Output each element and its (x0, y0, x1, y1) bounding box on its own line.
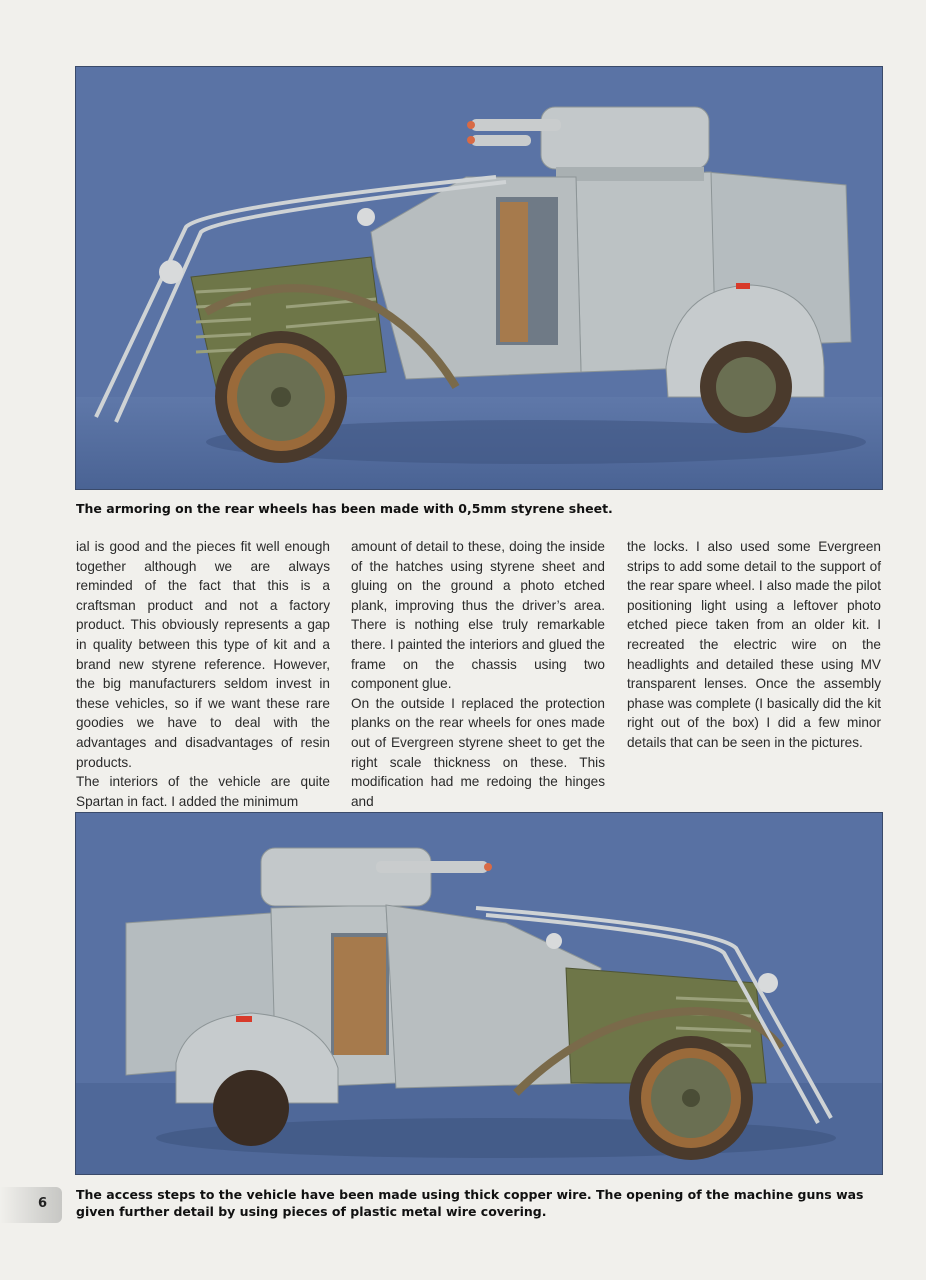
page-number-tab (0, 1187, 62, 1223)
paragraph: On the outside I replaced the protection planks on the rear wheels for ones made out of Evergreen styrene sheet to get the right scale thickness on these. This modification had me redoing the hinges and (351, 695, 605, 809)
paragraph: amount of detail to these, doing the inside of the hatches using styrene sheet and gluing on the ground a photo etched plank, improving thus the driver’s area. There is nothing else truly remarkable there. I painted the interiors and glued the frame on the chassis using two component glue. (351, 539, 605, 692)
text-column-2 (351, 537, 605, 811)
paragraph: the locks. I also used some Evergreen strips to add some detail to the support of the rear spare wheel. I also made the pilot positioning light using a leftover photo etched piece taken from an older kit. I recreated the electric wire on the headlights and detailed these using MV transparent lenses. Once the assembly phase was complete (I basically did the kit right out of the box) I did a few minor details that can be seen in the pictures. (627, 539, 881, 750)
figure-caption-top: The armoring on the rear wheels has been made with 0,5mm styrene sheet. (76, 501, 613, 516)
figure-caption-bottom: The access steps to the vehicle have been made using thick copper wire. The opening of the machine guns was given further detail by using pieces of plastic metal wire covering. (76, 1187, 864, 1219)
text-column-3 (627, 537, 881, 753)
paragraph: The interiors of the vehicle are quite Spartan in fact. I added the minimum (76, 774, 330, 809)
text-column-1 (76, 537, 330, 811)
page-number: 6 (38, 1196, 48, 1211)
photo-top (75, 66, 883, 490)
armored-car-right-side-illustration (76, 813, 882, 1174)
paragraph: ial is good and the pieces fit well enough together although we are always reminded of the fact that this is a craftsman product and not a factory product. This obviously represents a gap in quality between this type of kit and a brand new styrene reference. However, the big manufacturers seldom invest in these vehicles, so if we want these rare goodies we have to deal with the advantages and disadvantages of resin products. (76, 539, 330, 770)
photo-bottom (75, 812, 883, 1175)
armored-car-front-left-illustration (76, 67, 882, 489)
